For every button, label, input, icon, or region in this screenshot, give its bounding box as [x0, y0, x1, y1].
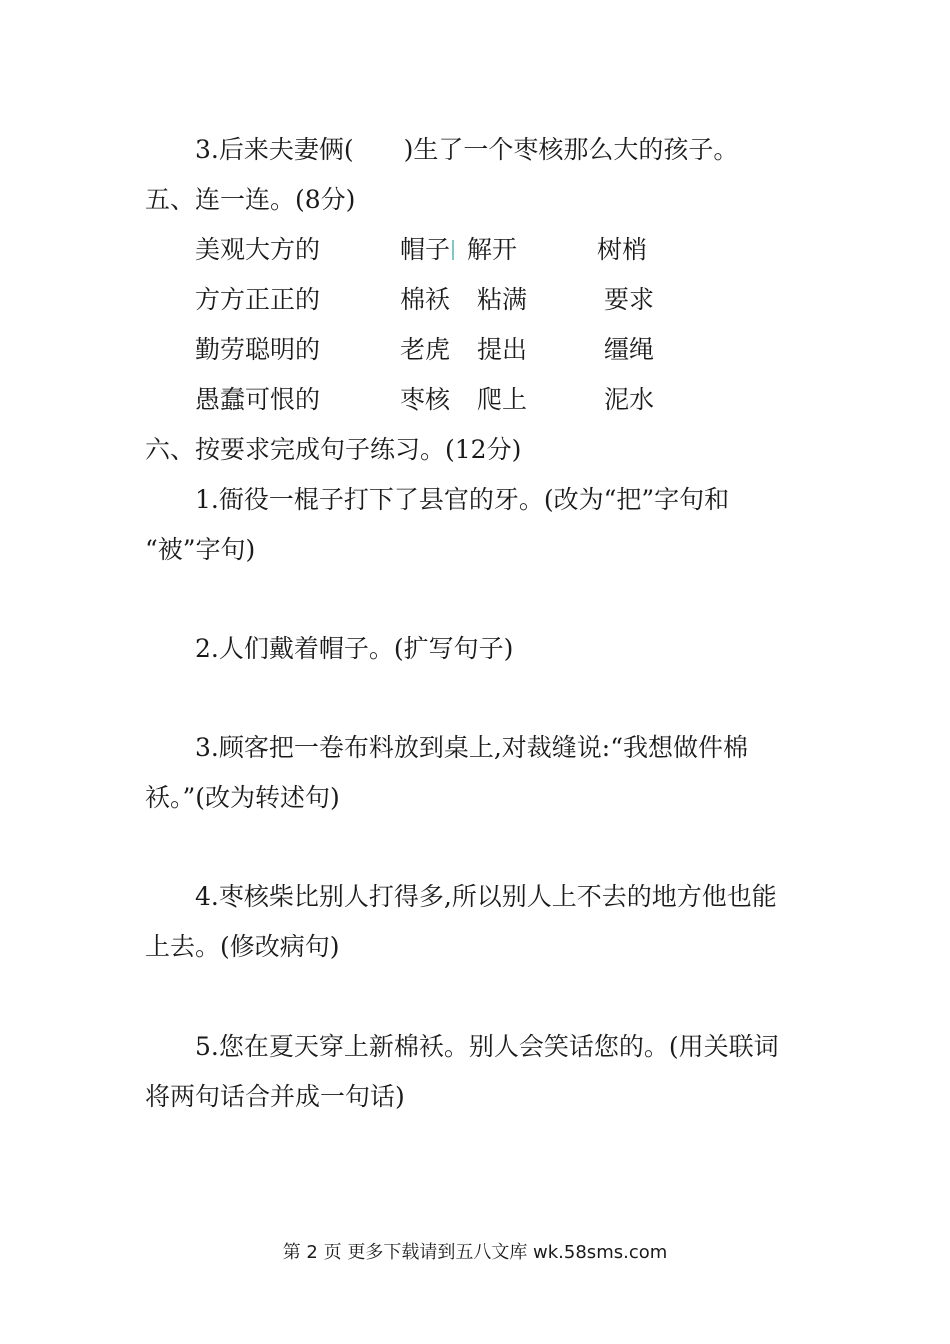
question-3-line-2: 袄。”(改为转述句) [145, 783, 340, 812]
match-item: 帽子 [400, 235, 451, 264]
match-item: 要求 [604, 285, 655, 314]
match-item: 老虎 [400, 335, 451, 364]
question-1-line-1: 1.衙役一棍子打下了县官的牙。(改为“把”字句和 [195, 485, 730, 514]
section-5-title: 五、连一连。(8分) [145, 185, 356, 214]
question-2: 2.人们戴着帽子。(扩写句子) [195, 634, 514, 663]
match-item: 棉袄 [400, 285, 451, 314]
question-5-line-1: 5.您在夏天穿上新棉袄。别人会笑话您的。(用关联词 [195, 1032, 779, 1061]
match-item: 树梢 [597, 235, 648, 264]
question-5-line-2: 将两句话合并成一句话) [145, 1082, 405, 1111]
match-item: 解开 [467, 235, 518, 264]
match-item: 爬上 [477, 385, 528, 414]
question-4-line-1: 4.枣核柴比别人打得多,所以别人上不去的地方他也能 [195, 882, 777, 911]
question-4-line-2: 上去。(修改病句) [145, 932, 340, 961]
question-1-line-2: “被”字句) [145, 535, 256, 564]
match-item: 泥水 [604, 385, 655, 414]
match-item: 方方正正的 [195, 285, 321, 314]
question-4-item-3: 3.后来夫妻俩( )生了一个枣核那么大的孩子。 [195, 135, 739, 164]
text-cursor-mark [452, 240, 454, 260]
page-footer: 第 2 页 更多下载请到五八文库 wk.58sms.com [282, 1242, 668, 1263]
match-item: 愚蠢可恨的 [195, 385, 321, 414]
question-3-line-1: 3.顾客把一卷布料放到桌上,对裁缝说:“我想做件棉 [195, 733, 749, 762]
section-6-title: 六、按要求完成句子练习。(12分) [145, 435, 522, 464]
match-item: 粘满 [477, 285, 528, 314]
match-item: 美观大方的 [195, 235, 321, 264]
match-item: 缰绳 [604, 335, 655, 364]
match-item: 勤劳聪明的 [195, 335, 321, 364]
match-item: 枣核 [400, 385, 451, 414]
match-item: 提出 [477, 335, 528, 364]
